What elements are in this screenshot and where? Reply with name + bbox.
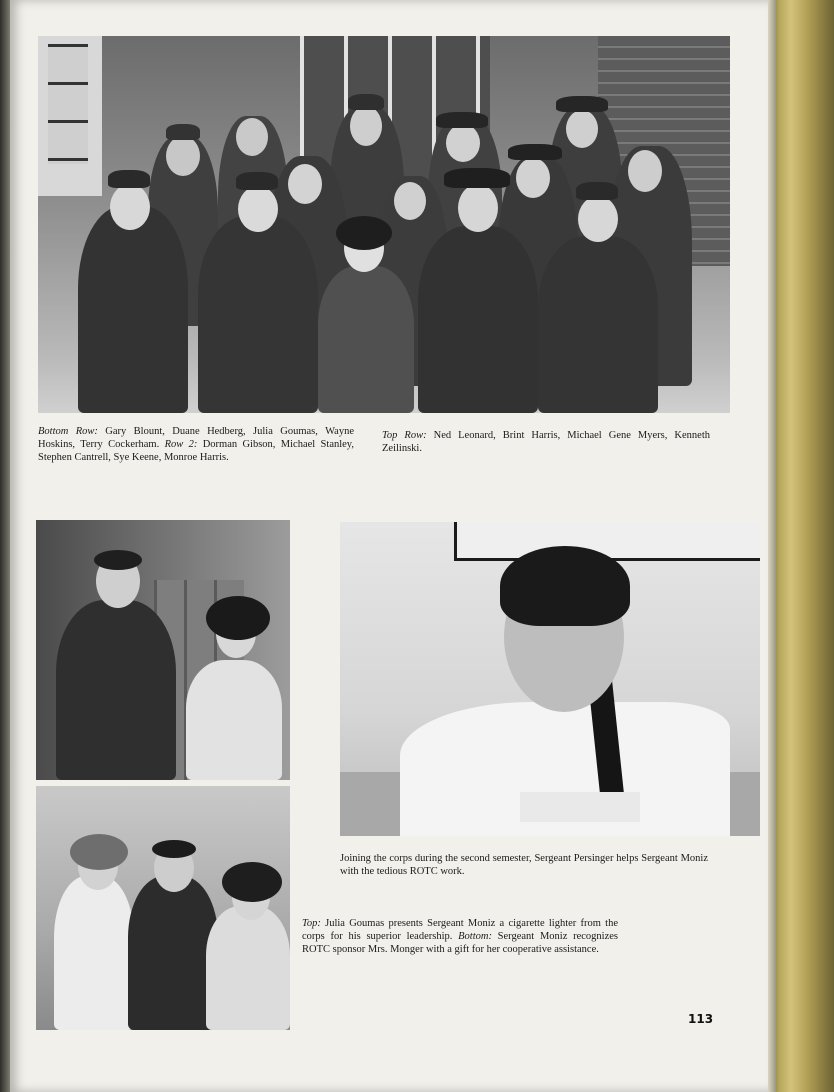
lighter-presentation-photo: [36, 520, 290, 780]
bottom-text: Sergeant Moniz recognizes ROTC sponsor Mrs. Monger with a gift for her cooperative assistance.: [302, 931, 618, 955]
row2-names: Dorman Gibson, Michael Stanley, Stephen Cantrell, Sye Keene, Monroe Harris.: [38, 439, 354, 463]
book-cover-edge: [768, 0, 834, 1092]
persinger-caption: [340, 852, 708, 878]
group-caption-left: [38, 425, 354, 464]
group-caption-right: [382, 429, 710, 455]
page-number: 113: [688, 1012, 714, 1026]
yearbook-page: [10, 0, 770, 1092]
rotc-group-photo: [38, 36, 730, 413]
row2-label: Row 2:: [164, 439, 198, 450]
bottom-row-label: Bottom Row:: [38, 426, 98, 437]
persinger-caption-text: Joining the corps during the second semester, Sergeant Persinger helps Sergeant Moniz with the tedious ROTC work.: [340, 853, 708, 877]
bottom-label: Bottom:: [458, 931, 492, 942]
top-label: Top:: [302, 918, 321, 929]
persinger-desk-photo: [340, 522, 760, 836]
top-text: Julia Goumas presents Sergeant Moniz a cigarette lighter from the corps for his superior leadership.: [302, 918, 618, 942]
presentations-caption: [302, 917, 618, 956]
bottom-row-names: Gary Blount, Duane Hedberg, Julia Goumas, Wayne Hoskins, Terry Cockerham.: [38, 426, 354, 450]
top-row-names: Ned Leonard, Brint Harris, Michael Gene Myers, Kenneth Zeilinski.: [382, 430, 710, 454]
sponsor-gift-photo: [36, 786, 290, 1030]
top-row-label: Top Row:: [382, 430, 427, 441]
